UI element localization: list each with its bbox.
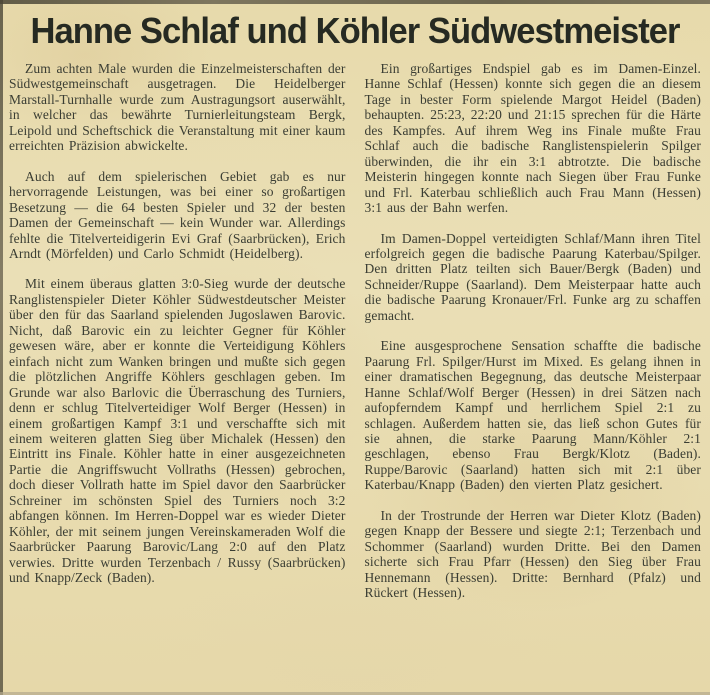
article-headline: Hanne Schlaf und Köhler Südwestmeister — [30, 10, 680, 51]
article-paragraph: Mit einem überaus glatten 3:0-Sieg wurde der deutsche Ranglistenspieler Dieter Köhler Südwestdeutscher Meister über den für das Saarland spielenden Jugoslawen Barovic. Nicht, daß Barovic ein zu leichter Gegner für Köhler gewesen wäre, aber er konnte die Verteidigung Köhlers einfach nicht zum Wanken bringen und mußte sich gegen die plötzlichen Angriffe Köhlers geschlagen geben. Im Grunde war also Barlovic die Überraschung des Turniers, denn er schlug Titelverteidiger Wolf Berger (Hessen) in einem großartigen Kampf 3:1 und verschaffte sich mit einem weiteren glatten Sieg über Michalek (Hessen) den Eintritt ins Finale. Köhler hatte in einer ausgezeichneten Partie die Angriffswucht Vollraths (Hessen) gebrochen, doch dieser Vollrath hatte im Spiel davor den Saarbrücker Schreiner im schönsten Spiel des Turniers noch 3:2 abfangen können. Im Herren-Doppel war es wieder Dieter Köhler, der mit seinem jungen Vereinskameraden Wolf die Saarbrücker Paarung Barovic/Lang 2:0 auf den Platz verwies. Dritte wurden Terzenbach / Russy (Saarbrücken) und Knapp/Zeck (Baden). — [9, 276, 346, 586]
article-column-right — [365, 61, 702, 601]
article-paragraph: In der Trostrunde der Herren war Dieter Klotz (Baden) gegen Knapp der Bessere und siegte 2:1; Terzenbach und Schommer (Saarland) wurden Dritte. Bei den Damen sicherte sich Frau Pfarr (Hessen) den Sieg über Frau Hennemann (Hessen). Dritte: Bernhard (Pfalz) und Rückert (Hessen). — [364, 507, 701, 601]
scan-edge-left — [0, 0, 3, 695]
article-column-left — [9, 61, 346, 601]
article-body — [0, 58, 710, 601]
article-paragraph: Ein großartiges Endspiel gab es im Damen-Einzel. Hanne Schlaf (Hessen) konnte sich gegen die an diesem Tage in bester Form spielende Margot Heidel (Baden) behaupten. 25:23, 22:20 und 21:15 sprechen für die Härte des Kampfes. Auf ihrem Weg ins Finale mußte Frau Schlaf auch die badische Ranglistenspielerin Spilger überwinden, die ihr ein 3:1 abtrotzte. Die badische Meisterin hingegen konnte nach Siegen über Frau Funke und Frl. Katerbau schließlich auch Frau Mann (Hessen) 3:1 aus der Bahn werfen. — [364, 61, 701, 216]
article-paragraph: Im Damen-Doppel verteidigten Schlaf/Mann ihren Titel erfolgreich gegen die badische Paarung Katerbau/Spilger. Den dritten Platz teilten sich Bauer/Bergk (Baden) und Schneider/Ruppe (Saarland). Dem Meisterpaar hatte auch die badische Paarung Kronauer/Frl. Funke arg zu schaffen gemacht. — [364, 230, 701, 323]
article-paragraph: Auch auf dem spielerischen Gebiet gab es nur hervorragende Leistungen, was bei einer so großartigen Besetzung — die 64 besten Spieler und 32 der besten Damen der Gemeinschaft — kein Wunder war. Allerdings fehlte die Titelverteidigerin Evi Graf (Saarbrücken), Erich Arndt (Mörfelden) und Carlo Schmidt (Heidelberg). — [9, 168, 346, 261]
article-paragraph: Eine ausgesprochene Sensation schaffte die badische Paarung Frl. Spilger/Hurst im Mixed. Es gelang ihnen in einer dramatischen Begegnung, das deutsche Meisterpaar Hanne Schlaf/Wolf Berger (Hessen) in drei Sätzen nach aufopferndem Kampf und herrlichem Spiel 2:1 zu schlagen. Außerdem hatten sie, das ließ schon Gutes für sie ahnen, die starke Paarung Mann/Köhler 2:1 geschlagen, ebenso Frau Bergk/Klotz (Baden). Ruppe/Barovic (Saarland) hatten sich mit 2:1 über Katerbau/Knapp (Baden) den vierten Platz gesichert. — [364, 338, 701, 493]
article-paragraph: Zum achten Male wurden die Einzelmeisterschaften der Südwestgemeinschaft ausgetragen. Die Heidelberger Marstall-Turnhalle wurde zum Austragungsort auserwählt, in welcher das bewährte Turnierleitungsteam Bergk, Leipold und Scheftschick die Veranstaltung mit einer kaum erreichten Präzision abwickelte. — [9, 61, 346, 154]
